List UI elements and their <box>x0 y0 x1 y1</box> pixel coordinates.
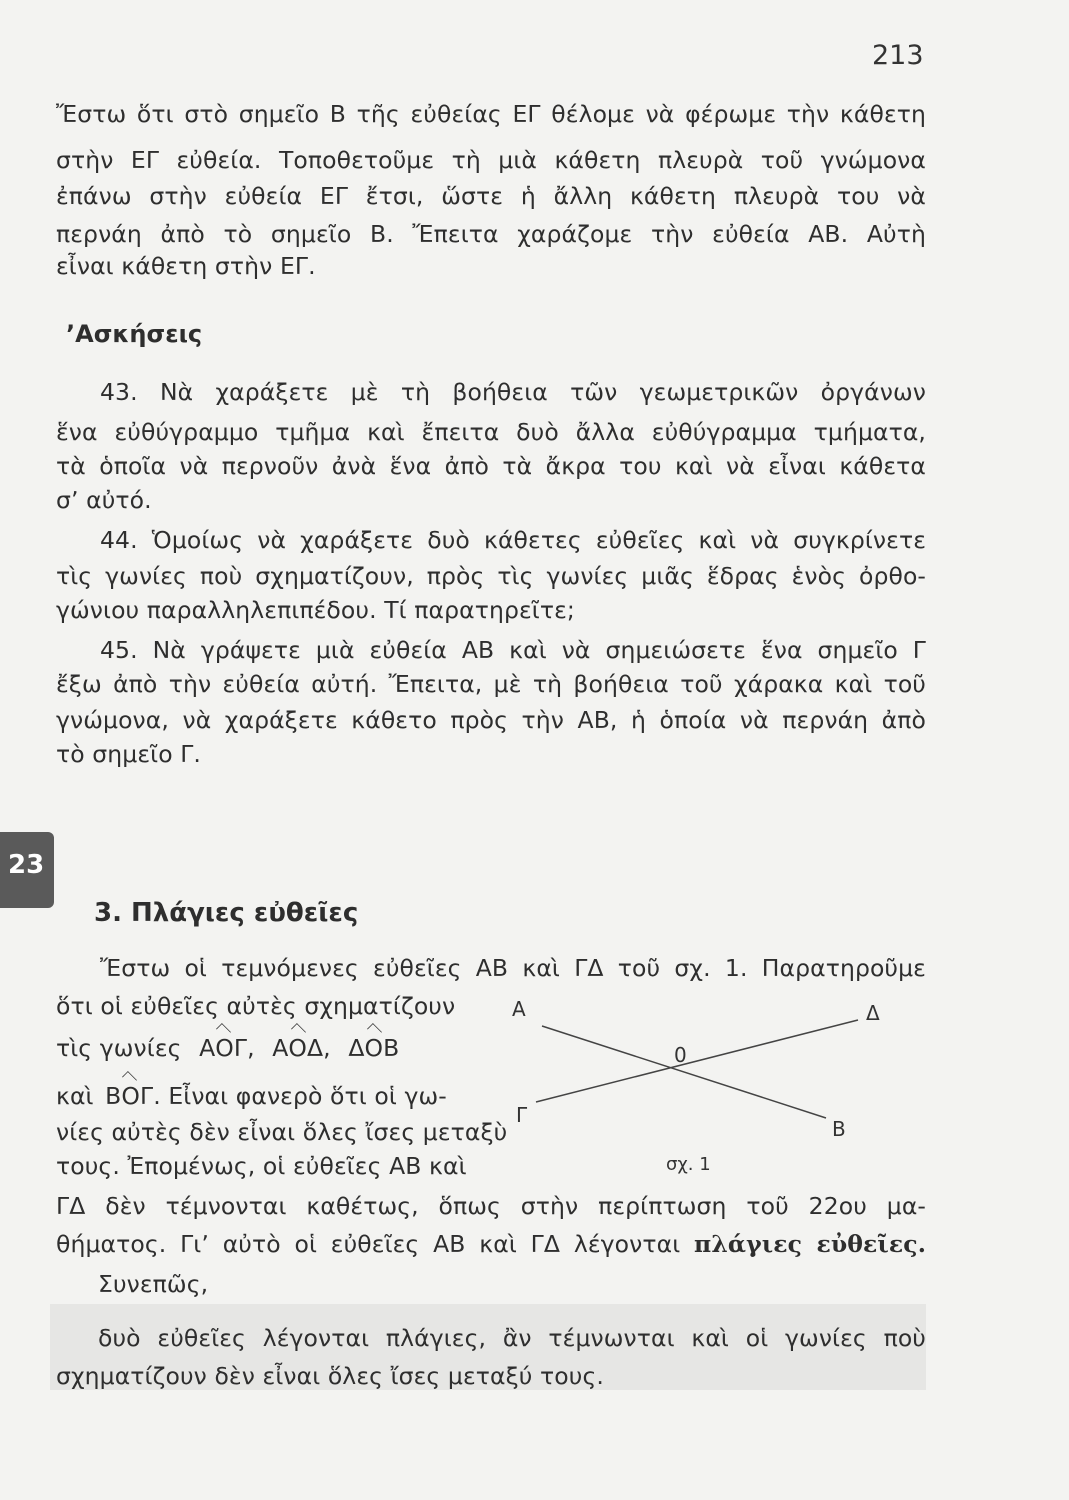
section-text-line: ΓΔ δὲν τέμνονται καθέτως, ὅπως στὴν περίπτωση τοῦ 22ου μα- <box>56 1192 926 1220</box>
exercise-43-line: σʼ αὐτό. <box>56 486 152 514</box>
text-fragment: θήματος. Γιʼ αὐτὸ οἱ εὐθεῖες ΑΒ καὶ ΓΔ λέγονται <box>56 1230 681 1258</box>
page-number: 213 <box>872 40 924 71</box>
figure-caption: σχ. 1 <box>666 1154 711 1175</box>
exercise-45-line: 45. Νὰ γράψετε μιὰ εὐθεία ΑΒ καὶ νὰ σημειώσετε ἕνα σημεῖο Γ <box>100 636 926 664</box>
exercise-44-line: 44. Ὁμοίως νὰ χαράξετε δυὸ κάθετες εὐθεῖες καὶ νὰ συγκρίνετε <box>100 526 926 554</box>
exercise-45-line: τὸ σημεῖο Γ. <box>56 740 201 768</box>
section-text-line: Συνεπῶς, <box>98 1270 209 1298</box>
label-b: Β <box>832 1117 846 1141</box>
exercise-45-line: ἔξω ἀπὸ τὴν εὐθεία αὐτή. Ἔπειτα, μὲ τὴ βοήθεια τοῦ χάρακα καὶ τοῦ <box>56 670 926 698</box>
exercise-43-line: ἕνα εὐθύγραμμο τμῆμα καὶ ἔπειτα δυὸ ἄλλα εὐθύγραμμα τμήματα, <box>56 418 926 446</box>
text-fragment: . Εἶναι φανερὸ ὅτι οἱ γω- <box>153 1082 447 1110</box>
section-text-line: ὅτι οἱ εὐθεῖες αὐτὲς σχηματίζουν <box>56 992 456 1020</box>
section-heading: 3. Πλάγιες εὐθεῖες <box>94 898 359 928</box>
text-fragment: καὶ <box>56 1082 94 1110</box>
definition-line: δυὸ εὐθεῖες λέγονται πλάγιες, ἂν τέμνωνται καὶ οἱ γωνίες ποὺ <box>98 1324 926 1352</box>
section-text-line <box>56 1082 496 1110</box>
text-line: ἐπάνω στὴν εὐθεία ΕΓ ἔτσι, ὥστε ἡ ἄλλη κάθετη πλευρὰ του νὰ <box>56 182 926 210</box>
term-plagies-eutheies: πλάγιες εὐθεῖες. <box>694 1230 926 1258</box>
chapter-number: 23 <box>8 850 45 880</box>
text-line: στὴν ΕΓ εὐθεία. Τοποθετοῦμε τὴ μιὰ κάθετη πλευρὰ τοῦ γνώμονα <box>56 146 926 174</box>
exercise-43-line: 43. Νὰ χαράξετε μὲ τὴ βοήθεια τῶν γεωμετρικῶν ὀργάνων <box>100 378 926 406</box>
exercise-44-line: γώνιου παραλληλεπιπέδου. Τί παρατηρεῖτε; <box>56 596 575 624</box>
section-text-line: τὶς γωνίες ΑΟΓ, ΑΟΔ, ΔΟΒ <box>56 1034 400 1062</box>
text-line: περνάη ἀπὸ τὸ σημεῖο Β. Ἔπειτα χαράζομε τὴν εὐθεία ΑΒ. Αὐτὴ <box>56 220 926 248</box>
exercises-heading: ʼΑσκήσεις <box>66 320 203 348</box>
definition-line: σχηματίζουν δὲν εἶναι ὅλες ἴσες μεταξύ τους. <box>56 1362 604 1390</box>
angle-dob: ΔΟΒ <box>348 1034 400 1062</box>
exercise-45-line: γνώμονα, νὰ χαράξετε κάθετο πρὸς τὴν ΑΒ, ἡ ὁποία νὰ περνάη ἀπὸ <box>56 706 926 734</box>
label-o: 0 <box>674 1043 687 1067</box>
label-a: Α <box>512 997 526 1021</box>
section-text-line <box>56 1230 926 1258</box>
exercise-44-line: τὶς γωνίες ποὺ σχηματίζουν, πρὸς τὶς γωνίες μιᾶς ἕδρας ἑνὸς ὀρθο- <box>56 562 926 590</box>
label-g: Γ <box>516 1103 528 1127</box>
text-line: εἶναι κάθετη στὴν ΕΓ. <box>56 252 316 280</box>
text-fragment: τὶς γωνίες <box>56 1034 182 1062</box>
angle-bog: ΒΟΓ <box>105 1082 154 1110</box>
chapter-thumb-tab <box>0 832 54 908</box>
angle-aod: ΑΟΔ <box>272 1034 324 1062</box>
line-ab <box>542 1026 826 1118</box>
label-d: Δ <box>866 1001 880 1025</box>
line-gd <box>536 1020 858 1102</box>
section-text-line: Ἔστω οἱ τεμνόμενες εὐθεῖες ΑΒ καὶ ΓΔ τοῦ σχ. 1. Παρατηροῦμε <box>100 954 926 982</box>
intersecting-lines-figure <box>500 990 900 1180</box>
section-text-line: τους. Ἐπομένως, οἱ εὐθεῖες ΑΒ καὶ <box>56 1152 467 1180</box>
angle-aog: ΑΟΓ <box>199 1034 248 1062</box>
text-line: Ἔστω ὅτι στὸ σημεῖο Β τῆς εὐθείας ΕΓ θέλομε νὰ φέρωμε τὴν κάθετη <box>56 100 926 128</box>
section-text-line: νίες αὐτὲς δὲν εἶναι ὅλες ἴσες μεταξὺ <box>56 1118 508 1146</box>
exercise-43-line: τὰ ὁποῖα νὰ περνοῦν ἀνὰ ἕνα ἀπὸ τὰ ἄκρα του καὶ νὰ εἶναι κάθετα <box>56 452 926 480</box>
